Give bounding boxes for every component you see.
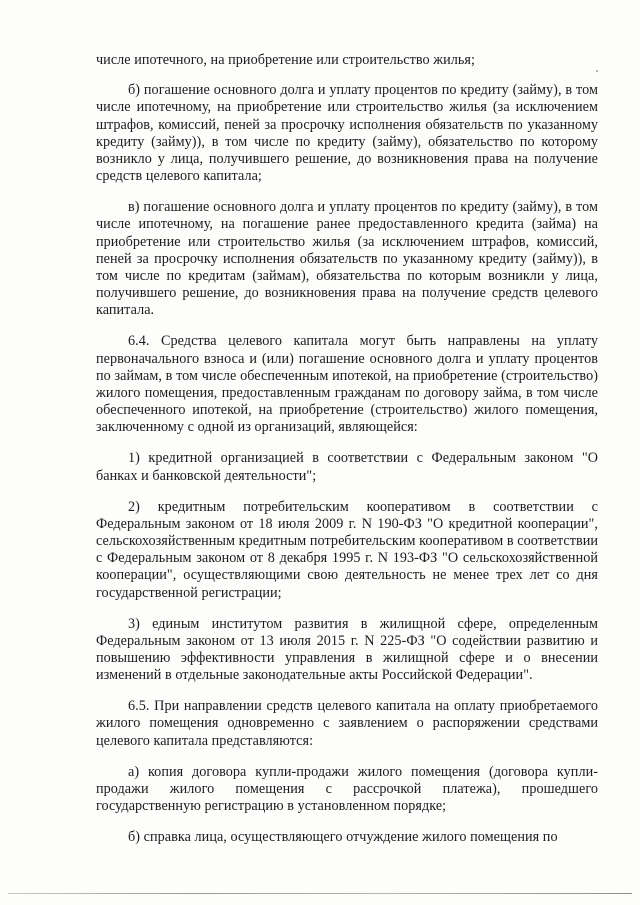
paragraph-section-6-5: 6.5. При направлении средств целевого капитала на оплату приобретаемого жилого помещения одновременно с заявлением о распоряжении средствами целевого капитала представляются:	[96, 698, 598, 749]
paragraph-continuation: числе ипотечного, на приобретение или строительство жилья;	[96, 52, 475, 68]
paragraph-item-2: 2) кредитным потребительским кооперативом в соответствии с Федеральным законом от 18 июля 2009 г. N 190-ФЗ "О кредитной кооперации", сельскохозяйственным кредитным потребительским кооперативом в соответствии с Федеральным законом от 8 декабря 1995 г. N 193-ФЗ "О сельскохозяйственной кооперации", осуществляющими свою деятельность не менее трех лет со дня государственной регистрации;	[96, 498, 598, 601]
page-bottom-edge	[8, 893, 632, 894]
paragraph-item-3: 3) единым институтом развития в жилищной сфере, определенным Федеральным законом от 13 июля 2015 г. N 225-ФЗ "О содействии развитию и повышению эффективности управления в жилищной сфере и о внесении изменений в отдельные законодательные акты Российской Федерации".	[96, 615, 598, 684]
paragraph-section-6-4: 6.4. Средства целевого капитала могут быть направлены на уплату первоначального взноса и (или) погашение основного долга и уплату процентов по займам, в том числе обеспеченным ипотекой, на приобретение (строительство) жилого помещения, предоставленным гражданам по договору займа, в том числе обеспеченного ипотекой, на приобретение (строительство) жилого помещения, заключенному с одной из организаций, являющейся:	[96, 333, 598, 436]
paragraph-item-b: б) погашение основного долга и уплату процентов по кредиту (займу), в том числе ипотечному, на приобретение или строительство жилья (за исключением штрафов, комиссий, пеней за просрочку исполнения обязательств по указанному кредиту (займу)), в том числе по кредиту (займу), обязательство по которому возникло у лица, получившего решение, до возникновения права на получение средств целевого капитала;	[96, 82, 598, 185]
document-body	[96, 52, 598, 860]
paragraph-item-a: а) копия договора купли-продажи жилого помещения (договора купли-продажи жилого помещения с рассрочкой платежа), прошедшего государственную регистрацию в установленном порядке;	[96, 763, 598, 815]
paragraph-item-1: 1) кредитной организацией в соответствии с Федеральным законом "О банках и банковской деятельности";	[96, 450, 598, 484]
paragraph-item-v: в) погашение основного долга и уплату процентов по кредиту (займу), в том числе ипотечному, на погашение ранее предоставленного кредита (займа) на приобретение или строительство жилья (за исключением штрафов, комиссий, пеней за просрочку исполнения обязательств по указанному кредиту (займу)), в том числе по кредитам (займам), обязательства по которым возникли у лица, получившего решение, до возникновения права на получение средств целевого капитала.	[96, 199, 598, 319]
paragraph-item-b-certificate: б) справка лица, осуществляющего отчуждение жилого помещения по	[128, 829, 558, 846]
